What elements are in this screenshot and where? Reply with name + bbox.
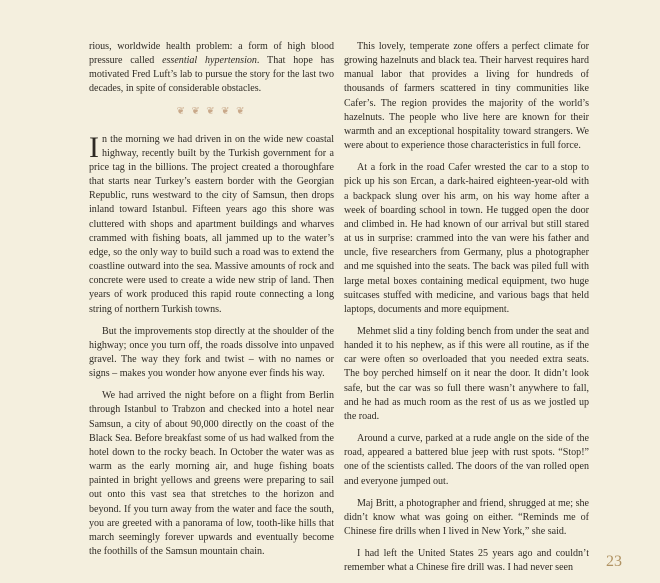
paragraph — [89, 130, 334, 317]
paragraph: At a fork in the road Cafer wrested the car to a stop to pick up his son Ercan, a dark-haired eighteen-year-old with a backpack slung over his arm, on his way home after a week of boarding school in town. He tugged open the door and climbed in. He had known of our arrival but still stared at us in surprise: crammed into the van were his father and uncle, five researchers from Germany, plus a photographer and me squished into the seats. The back was piled full with large metal boxes containing medical equipment, two huge suitcases stuffed with medicine, and various bags that held laptops, documents and more equipment. — [344, 162, 589, 315]
paragraph: This lovely, temperate zone offers a perfect climate for growing hazelnuts and black tea. Their harvest requires hard manual labor that provides a living for hundreds of thousands of farmers scattered in tiny communities like Cafer’s. The region provides the majority of the world’s hazelnuts. The people who live here are known for their warmth and an exceptional hospitality toward strangers. We were about to experience those characteristics in full force. — [344, 41, 589, 152]
paragraph-text: . That hope has motivated Fred Luft’s lab to pursue the story for the last two decades, in spite of considerable obstacles. — [89, 55, 334, 95]
section-ornament: ❦ ❦ ❦ ❦ ❦ — [176, 105, 247, 117]
paragraph: But the improvements stop directly at the shoulder of the highway; once you turn off, the roads dissolve into unpaved gravel. The way they fork and twist – with no names or signs – makes you wonder how anyone ever finds his way. — [89, 325, 334, 380]
paragraph: Maj Britt, a photographer and friend, shrugged at me; she didn’t know what was going on either. “Reminds me of Chinese fire drills when I lived in New York,” she said. — [344, 497, 589, 537]
paragraph: Mehmet slid a tiny folding bench from under the seat and handed it to his nephew, as if this were all routine, as if the car were often so overloaded that you needed extra seats. The boy perched himself on it near the door. It didn’t look safe, but the car was so full there wasn’t anywhere to fall, and he had as much room as the rest of us as we jostled up the road. — [344, 325, 589, 422]
paragraph: Around a curve, parked at a rude angle on the side of the road, appeared a battered blue jeep with rust spots. “Stop!” one of the scientists called. The doors of the van rolled open and everyone jumped out. — [344, 433, 589, 487]
drop-cap: I — [89, 130, 99, 164]
paragraph-text: rious, worldwide health problem: a form of high blood pressure called — [89, 41, 334, 67]
left-column — [89, 40, 334, 567]
paragraph-text: n the morning we had driven in on the wide new coastal highway, recently built by the Turkish government for a price tag in the billions. The project created a thoroughfare that starts near Turkey’s eastern border with the Georgian Republic, runs westward to the city of Samsun, then drops inland toward Istanbul. Fifteen years ago this shore was cluttered with shops and apartment buildings and wharves crammed with fishing boats, all jammed up to the water’s edge, so the only way to build such a road was to extend the coastline outward into the sea. Massive amounts of rock and concrete were used to create a wide new strip of land. Then years of work produced this rapid route connecting a long string of northern Turkish towns. — [89, 133, 334, 315]
page-number: 23 — [606, 553, 622, 570]
paragraph: I had left the United States 25 years ago and couldn’t remember what a Chinese fire drill was. I had never seen — [344, 548, 589, 574]
emphasis-text: essential hypertension — [162, 55, 257, 67]
paragraph: We had arrived the night before on a flight from Berlin through Istanbul to Trabzon and checked into a hotel near Samsun, a city of about 90,000 directly on the coast of the Black Sea. Before breakfast some of us had walked from the hotel down to the rocky beach. In October the water was as warm as the early morning air, and huge fishing boats painted in bright yellows and greens were preparing to sail out onto this vast sea that stretches to the horizon and beyond. If you turn away from the water and face the south, you are greeted with a panorama of low, tooth-like hills that march seemingly forever upwards and eventually become the foothills of the Samsun mountain chain. — [89, 390, 334, 557]
right-column — [344, 40, 589, 583]
paragraph — [89, 40, 334, 97]
